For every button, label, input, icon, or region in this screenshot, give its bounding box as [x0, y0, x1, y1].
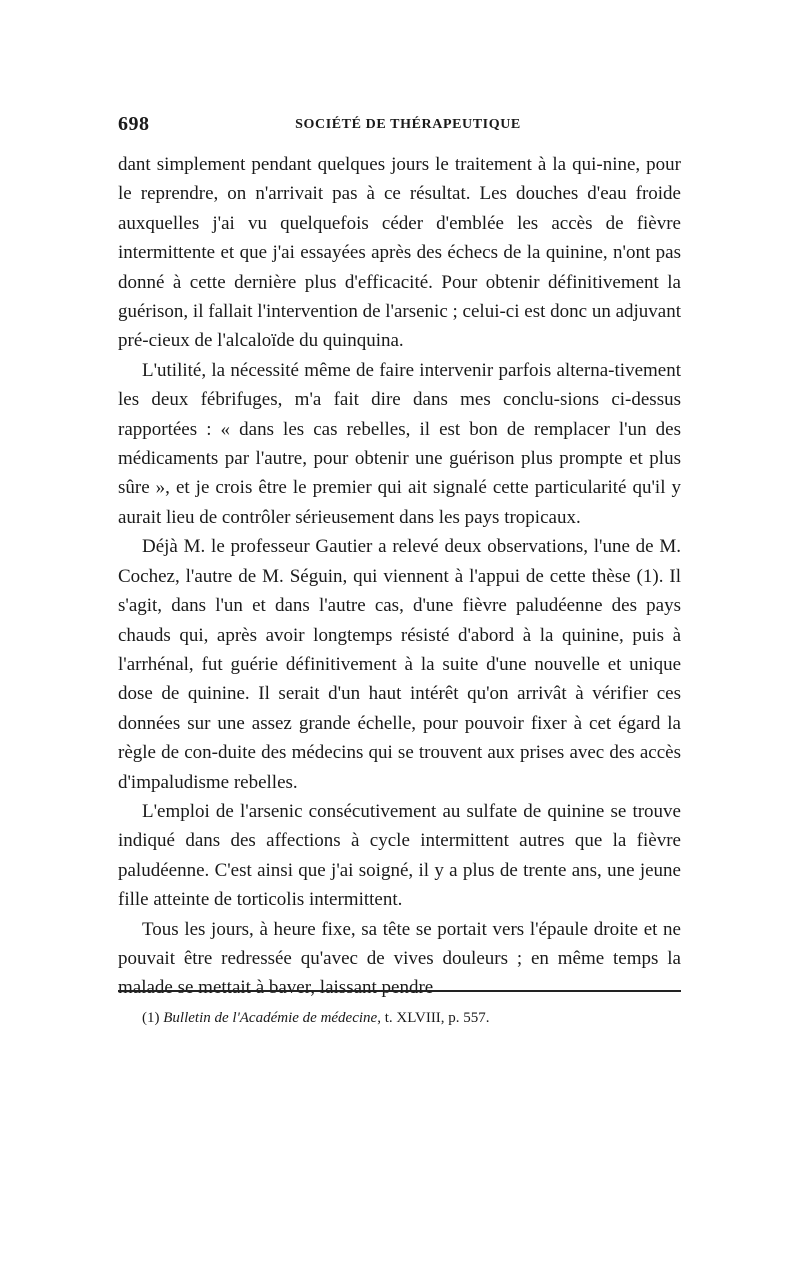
footnote-title: Bulletin de l'Académie de médecine — [163, 1010, 378, 1026]
paragraph-4: L'emploi de l'arsenic consécutivement au sulfate de quinine se trouve indiqué dans des affections à cycle intermittent autres que la fièvre paludéenne. C'est ainsi que j'ai soigné, il y a plus de trente ans, une jeune fille atteinte de torticolis intermittent. — [118, 800, 681, 911]
paragraph-3: Déjà M. le professeur Gautier a relevé deux observations, l'une de M. Cochez, l'autre de M. Séguin, qui viennent à l'appui de cette thèse (1). Il s'agit, dans l'un et dans l'autre cas, d'une fièvre paludéenne des pays chauds qui, après avoir longtemps résisté d'abord à la quinine, puis à l'arrhénal, fut guérie définitivement à la suite d'une nouvelle et unique dose de quinine. Il serait d'un haut intérêt qu'on arrivât à vérifier ces données sur une assez grande échelle, pour pouvoir fixer à cet égard la règle de con-duite des médecins qui se trouvent aux prises avec des accès d'impaludisme rebelles. — [118, 536, 681, 793]
footnote-reference: , t. XLVIII, p. 557. — [377, 1010, 490, 1026]
footnote-divider — [118, 990, 681, 992]
page-header — [118, 113, 678, 137]
body-text — [118, 150, 681, 1003]
paragraph-1: dant simplement pendant quelques jours le traitement à la qui-nine, pour le reprendre, on n'arrivait pas à ce résultat. Les douches d'eau froide auxquelles j'ai vu quelquefois céder d'emblée les accès de fièvre intermittente et que j'ai essayées après des échecs de la quinine, n'ont pas donné à cette dernière plus d'efficacité. Pour obtenir définitivement la guérison, il fallait l'intervention de l'arsenic ; celui-ci est donc un adjuvant pré-cieux de l'alcaloïde du quinquina. — [118, 154, 681, 352]
page-number: 698 — [118, 113, 150, 135]
footnote — [142, 1008, 682, 1028]
paragraph-5: Tous les jours, à heure fixe, sa tête se portait vers l'épaule droite et ne pouvait être redressée qu'avec de vives douleurs ; en même temps la malade se mettait à baver, laissant pendre — [118, 918, 681, 999]
paragraph-2: L'utilité, la nécessité même de faire intervenir parfois alterna-tivement les deux fébrifuges, m'a fait dire dans mes conclu-sions ci-dessus rapportées : « dans les cas rebelles, il est bon de remplacer l'un des médicaments par l'autre, pour obtenir une guérison plus prompte et plus sûre », et je crois être le premier qui ait signalé cette particularité qu'il y aurait lieu de contrôler sérieusement dans les pays tropicaux. — [118, 359, 681, 528]
running-title: SOCIÉTÉ DE THÉRAPEUTIQUE — [295, 117, 521, 132]
footnote-marker: (1) — [142, 1010, 160, 1026]
